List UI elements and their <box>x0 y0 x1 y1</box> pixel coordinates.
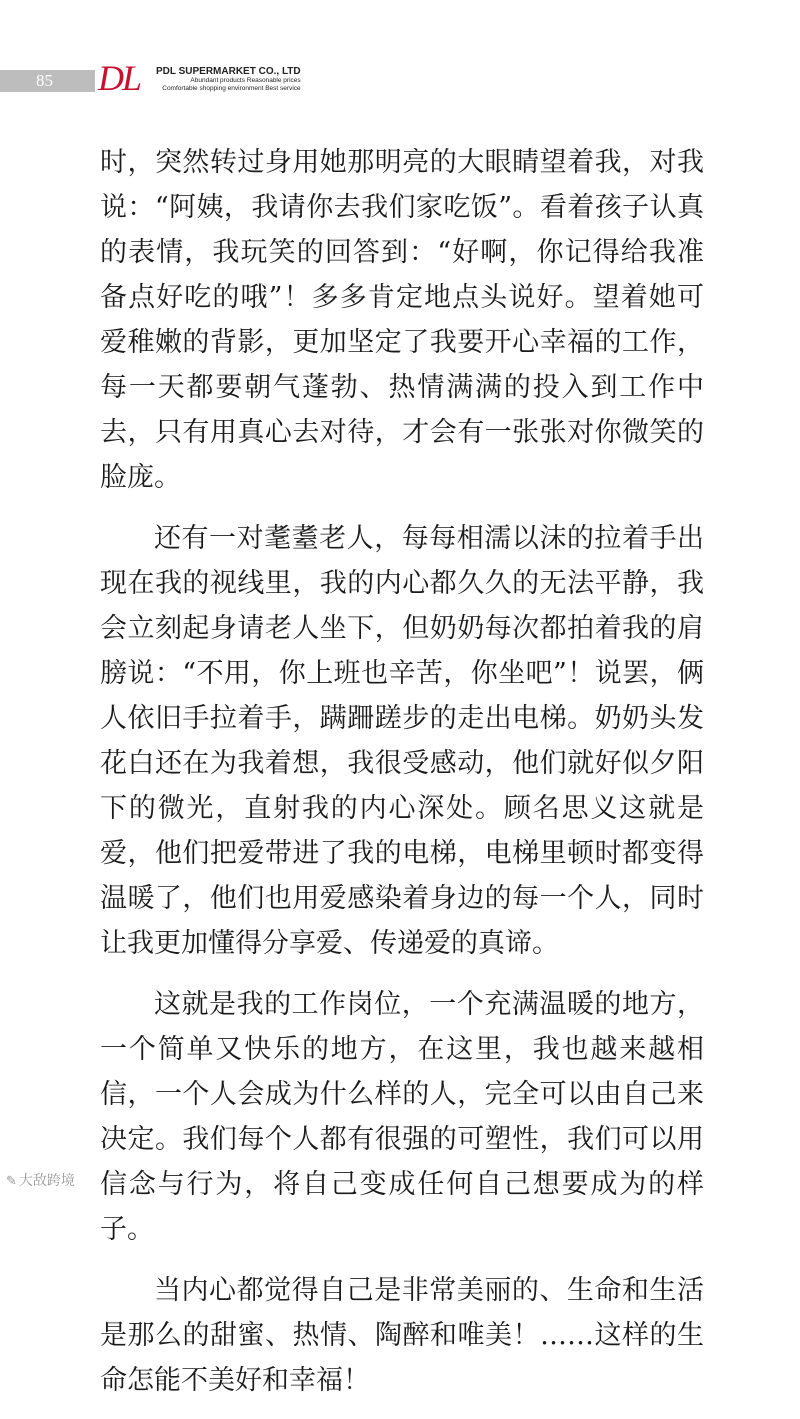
company-logo: DL <box>98 58 141 98</box>
paragraph: 时，突然转过身用她那明亮的大眼睛望着我，对我说：“阿姨，我请你去我们家吃饭”。看着孩子认真的表情，我玩笑的回答到：“好啊，你记得给我准备点好吃的哦”！多多肯定地点头说好。望着她可爱稚嫩的背影，更加坚定了我要开心幸福的工作，每一天都要朝气蓬勃、热情满满的投入到工作中去，只有用真心去对待，才会有一张张对你微笑的脸庞。 <box>100 147 704 493</box>
watermark <box>6 1170 75 1190</box>
paragraph: 当内心都觉得自己是非常美丽的、生命和生活是那么的甜蜜、热情、陶醉和唯美！……这样的生命怎能不美好和幸福！ <box>100 1275 704 1396</box>
page-body <box>100 140 704 1419</box>
company-tagline-1: Abundant products Reasonable prices <box>190 77 301 84</box>
paragraph: 还有一对耄耋老人，每每相濡以沫的拉着手出现在我的视线里，我的内心都久久的无法平静，我会立刻起身请老人坐下，但奶奶每次都拍着我的肩膀说：“不用，你上班也辛苦，你坐吧”！说罢，俩人依旧手拉着手，蹒跚蹉步的走出电梯。奶奶头发花白还在为我着想，我很受感动，他们就好似夕阳下的微光，直射我的内心深处。顾名思义这就是爱，他们把爱带进了我的电梯，电梯里顿时都变得温暖了，他们也用爱感染着身边的每一个人，同时让我更加懂得分享爱、传递爱的真谛。 <box>100 523 704 959</box>
company-name: PDL SUPERMARKET CO., LTD <box>156 66 301 77</box>
watermark-text: 大敌跨境 <box>18 1172 75 1188</box>
company-info <box>156 66 301 92</box>
page-number: 85 <box>36 71 53 90</box>
company-tagline-2: Comfortable shopping environment Best service <box>162 84 301 92</box>
watermark-icon: ✎ <box>6 1173 17 1188</box>
paragraph: 这就是我的工作岗位，一个充满温暖的地方，一个简单又快乐的地方，在这里，我也越来越相信，一个人会成为什么样的人，完全可以由自己来决定。我们每个人都有很强的可塑性，我们可以用信念与行为，将自己变成任何自己想要成为的样子。 <box>100 989 704 1245</box>
